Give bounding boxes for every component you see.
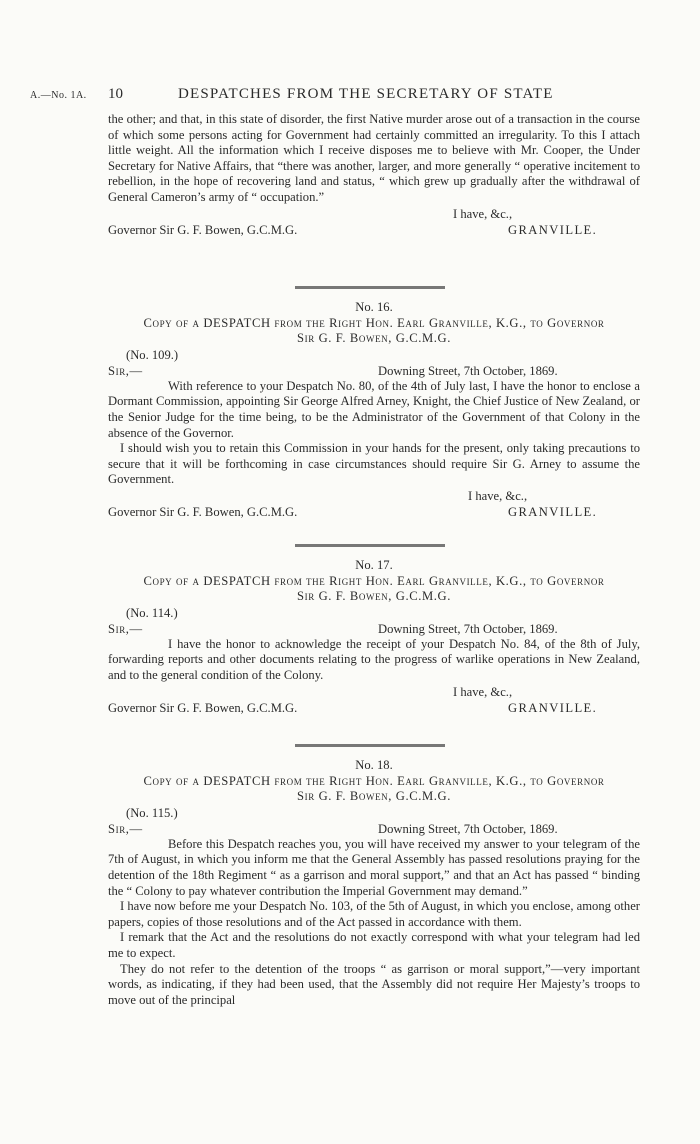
despatch-heading: Copy of a DESPATCH from the Right Hon. Earl Granville, K.G., to Governor	[143, 315, 605, 330]
closing: I have, &c.,	[468, 488, 528, 503]
despatch-heading: Copy of a DESPATCH from the Right Hon. Earl Granville, K.G., to Governor	[143, 573, 605, 588]
salutation: Sir,—	[108, 621, 143, 636]
paragraph: I should wish you to retain this Commission in your hands for the present, only taking precautions to secure that it will be forthcoming in case circumstances should require Sir G. Arney to assume the Government.	[108, 441, 640, 487]
place-date: Downing Street, 7th October, 1869.	[378, 821, 558, 836]
place-date: Downing Street, 7th October, 1869.	[378, 363, 558, 378]
salutation: Sir,—	[108, 363, 143, 378]
paragraph: I have now before me your Despatch No. 103, of the 5th of August, in which you enclose, among other papers, copies of those resolutions and of the Act passed in accordance with them.	[108, 899, 640, 929]
paragraph: With reference to your Despatch No. 80, of the 4th of July last, I have the honor to enclose a Dormant Commission, appointing Sir George Alfred Arney, Knight, the Chief Justice of New Zealand, or the Senior Judge for the time being, to be the Administrator of the Government of that Colony in the absence of the Governor.	[108, 378, 640, 440]
signature: GRANVILLE.	[508, 222, 598, 237]
page-title: DESPATCHES FROM THE SECRETARY OF STATE	[178, 86, 554, 102]
despatch-ref: (No. 115.)	[126, 805, 178, 820]
despatch-16	[108, 300, 640, 520]
running-header	[30, 86, 670, 106]
section-divider	[295, 286, 445, 289]
page-number: 10	[108, 86, 123, 102]
salutation: Sir,—	[108, 821, 143, 836]
addressee: Governor Sir G. F. Bowen, G.C.M.G.	[108, 700, 298, 715]
document-reference: A.—No. 1A.	[30, 90, 87, 101]
signature: GRANVILLE.	[508, 700, 598, 715]
place-date: Downing Street, 7th October, 1869.	[378, 621, 558, 636]
signature: GRANVILLE.	[508, 504, 598, 519]
despatch-heading-recipient: Sir G. F. Bowen, G.C.M.G.	[297, 789, 451, 804]
opening-section	[108, 112, 640, 238]
closing: I have, &c.,	[453, 206, 513, 221]
paragraph: Before this Despatch reaches you, you will have received my answer to your telegram of the 7th of August, in which you inform me that the General Assembly has passed resolutions praying for the detention of the 18th Regiment “ as a garrison and moral support,” and that an Act has passed “ binding the “ Colony to pay whatever contribution the Imperial Government may demand.”	[108, 836, 640, 898]
despatch-ref: (No. 114.)	[126, 605, 178, 620]
despatch-heading-recipient: Sir G. F. Bowen, G.C.M.G.	[297, 589, 451, 604]
paragraph: I have the honor to acknowledge the receipt of your Despatch No. 84, of the 8th of July, forwarding reports and other documents relating to the progress of warlike operations in New Zealand, and to the general condition of the Colony.	[108, 636, 640, 682]
despatch-number: No. 16.	[355, 300, 393, 314]
despatch-ref: (No. 109.)	[126, 347, 179, 362]
paragraph: I remark that the Act and the resolutions do not exactly correspond with what your telegram had led me to expect.	[108, 930, 640, 960]
despatch-number: No. 17.	[355, 558, 393, 572]
despatch-18	[108, 758, 640, 1008]
paragraph: They do not refer to the detention of the troops “ as garrison or moral support,”—very important words, as indicating, if they had been used, that the Assembly did not require Her Majesty’s troops to move out of the principal	[108, 961, 640, 1007]
closing: I have, &c.,	[453, 684, 513, 699]
section-divider	[295, 544, 445, 547]
despatch-heading-recipient: Sir G. F. Bowen, G.C.M.G.	[297, 331, 451, 346]
despatch-heading: Copy of a DESPATCH from the Right Hon. Earl Granville, K.G., to Governor	[143, 773, 605, 788]
paragraph: the other; and that, in this state of disorder, the first Native murder arose out of a transaction in the course of which some persons acting for Government had certainly committed an irregularity. To this I attach little weight. All the information which I receive disposes me to believe with Mr. Cooper, the Under Secretary for Native Affairs, that “there was another, larger, and more generally “ operative incitement to rebellion, in the hope of recovering land and status, “ which grew up gradually after the withdrawal of General Cameron’s army of “ occupation.”	[108, 112, 640, 204]
addressee: Governor Sir G. F. Bowen, G.C.M.G.	[108, 222, 298, 237]
despatch-17	[108, 558, 640, 716]
section-divider	[295, 744, 445, 747]
addressee: Governor Sir G. F. Bowen, G.C.M.G.	[108, 504, 298, 519]
despatch-number: No. 18.	[355, 758, 393, 772]
